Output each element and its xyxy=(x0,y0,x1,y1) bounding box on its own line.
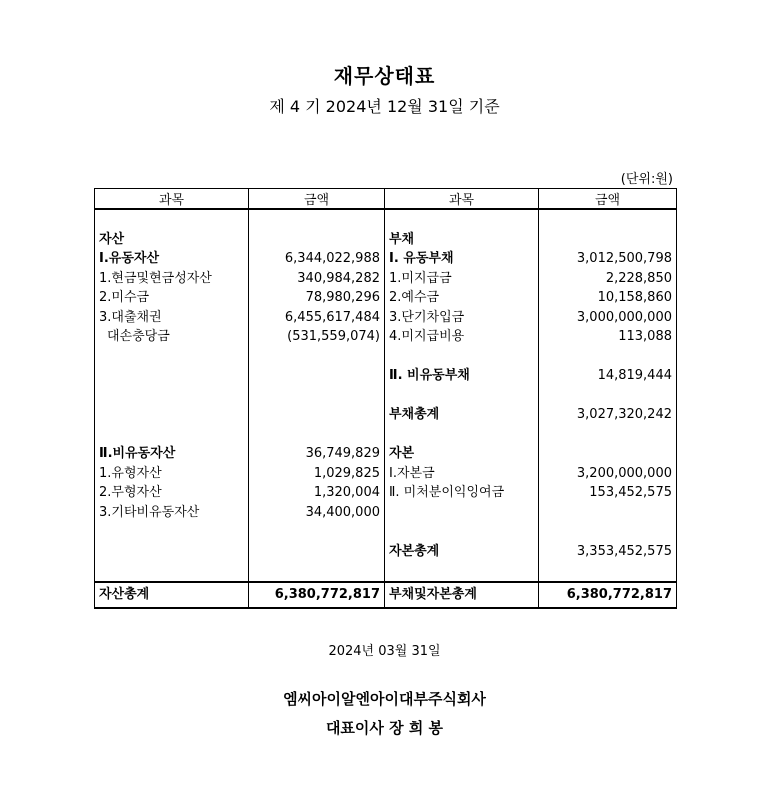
liability-amount: 153,452,575 xyxy=(539,483,677,503)
liability-amount: 3,353,452,575 xyxy=(539,542,677,562)
asset-amount xyxy=(249,386,385,406)
asset-item: 1.유형자산 xyxy=(95,464,249,484)
liability-item: 4.미지급비용 xyxy=(385,327,539,347)
table-row xyxy=(95,425,677,445)
issue-date: 2024년 03월 31일 xyxy=(328,644,441,659)
table-header-row xyxy=(95,189,677,210)
total-liabilities-equity-label: 부채및자본총계 xyxy=(385,582,539,608)
liability-amount xyxy=(539,425,677,445)
liability-amount xyxy=(539,386,677,406)
liability-amount xyxy=(539,209,677,230)
asset-amount xyxy=(249,366,385,386)
table-row xyxy=(95,522,677,542)
header-amount-left: 금액 xyxy=(249,189,385,210)
asset-amount xyxy=(249,542,385,562)
table-row xyxy=(95,209,677,230)
asset-amount: (531,559,074) xyxy=(249,327,385,347)
asset-item: 2.미수금 xyxy=(95,288,249,308)
table-row xyxy=(95,269,677,289)
asset-amount: 1,029,825 xyxy=(249,464,385,484)
table-row xyxy=(95,561,677,582)
liability-item: Ⅰ. 유동부채 xyxy=(385,249,539,269)
table-row xyxy=(95,249,677,269)
table-row xyxy=(95,503,677,523)
table-row xyxy=(95,483,677,503)
liability-amount: 2,228,850 xyxy=(539,269,677,289)
total-assets-amount: 6,380,772,817 xyxy=(249,582,385,608)
unit-label: (단위:원) xyxy=(620,172,673,187)
asset-amount: 1,320,004 xyxy=(249,483,385,503)
table-row xyxy=(95,327,677,347)
liability-item xyxy=(385,347,539,367)
table-row xyxy=(95,405,677,425)
liability-amount: 14,819,444 xyxy=(539,366,677,386)
asset-item: 자산 xyxy=(95,230,249,250)
asset-item: 1.현금및현금성자산 xyxy=(95,269,249,289)
liability-amount xyxy=(539,444,677,464)
asset-item xyxy=(95,366,249,386)
table-row xyxy=(95,288,677,308)
totals-row xyxy=(95,582,677,608)
asset-item: Ⅰ.유동자산 xyxy=(95,249,249,269)
total-liabilities-equity-amount: 6,380,772,817 xyxy=(539,582,677,608)
asset-item xyxy=(95,405,249,425)
table-row xyxy=(95,230,677,250)
liability-item: 2.예수금 xyxy=(385,288,539,308)
asset-item xyxy=(95,209,249,230)
liability-amount: 3,200,000,000 xyxy=(539,464,677,484)
asset-amount xyxy=(249,561,385,582)
liability-item xyxy=(385,503,539,523)
header-item-left: 과목 xyxy=(95,189,249,210)
total-assets-label: 자산총계 xyxy=(95,582,249,608)
asset-amount xyxy=(249,522,385,542)
document-title: 재무상태표 xyxy=(333,64,436,88)
ceo-name: 대표이사 장 희 봉 xyxy=(325,719,444,737)
asset-item xyxy=(95,425,249,445)
asset-amount: 78,980,296 xyxy=(249,288,385,308)
liability-item: 1.미지급금 xyxy=(385,269,539,289)
asset-item xyxy=(95,386,249,406)
liability-item: 부채 xyxy=(385,230,539,250)
asset-item: 2.무형자산 xyxy=(95,483,249,503)
asset-amount: 340,984,282 xyxy=(249,269,385,289)
asset-amount xyxy=(249,425,385,445)
document-subtitle: 제 4 기 2024년 12월 31일 기준 xyxy=(269,97,500,116)
table-row xyxy=(95,347,677,367)
liability-item: Ⅱ. 미처분이익잉여금 xyxy=(385,483,539,503)
asset-amount xyxy=(249,230,385,250)
liability-item: Ⅱ. 비유동부채 xyxy=(385,366,539,386)
asset-item xyxy=(95,522,249,542)
liability-item: 자본총계 xyxy=(385,542,539,562)
liability-item: 부채총계 xyxy=(385,405,539,425)
asset-item: Ⅱ.비유동자산 xyxy=(95,444,249,464)
asset-item xyxy=(95,347,249,367)
liability-amount: 3,027,320,242 xyxy=(539,405,677,425)
liability-item xyxy=(385,209,539,230)
asset-amount xyxy=(249,405,385,425)
liability-amount: 3,000,000,000 xyxy=(539,308,677,328)
header-item-right: 과목 xyxy=(385,189,539,210)
asset-amount: 6,344,022,988 xyxy=(249,249,385,269)
table-row xyxy=(95,386,677,406)
liability-item xyxy=(385,561,539,582)
asset-amount xyxy=(249,209,385,230)
asset-amount xyxy=(249,347,385,367)
table-row xyxy=(95,366,677,386)
asset-item: 대손충당금 xyxy=(95,327,249,347)
header-amount-right: 금액 xyxy=(539,189,677,210)
liability-amount: 3,012,500,798 xyxy=(539,249,677,269)
table-row xyxy=(95,308,677,328)
liability-amount: 113,088 xyxy=(539,327,677,347)
table-row xyxy=(95,444,677,464)
asset-item xyxy=(95,561,249,582)
balance-sheet-table xyxy=(94,188,677,609)
asset-item: 3.기타비유동자산 xyxy=(95,503,249,523)
table-row xyxy=(95,542,677,562)
liability-amount xyxy=(539,347,677,367)
company-name: 엠씨아이알엔아이대부주식회사 xyxy=(283,690,486,708)
liability-item xyxy=(385,386,539,406)
liability-item: Ⅰ.자본금 xyxy=(385,464,539,484)
asset-amount: 6,455,617,484 xyxy=(249,308,385,328)
liability-amount: 10,158,860 xyxy=(539,288,677,308)
asset-amount: 34,400,000 xyxy=(249,503,385,523)
liability-amount xyxy=(539,503,677,523)
asset-item xyxy=(95,542,249,562)
liability-item xyxy=(385,522,539,542)
liability-amount xyxy=(539,561,677,582)
liability-item: 3.단기차입금 xyxy=(385,308,539,328)
asset-item: 3.대출채권 xyxy=(95,308,249,328)
liability-item: 자본 xyxy=(385,444,539,464)
liability-amount xyxy=(539,230,677,250)
liability-item xyxy=(385,425,539,445)
liability-amount xyxy=(539,522,677,542)
table-row xyxy=(95,464,677,484)
asset-amount: 36,749,829 xyxy=(249,444,385,464)
